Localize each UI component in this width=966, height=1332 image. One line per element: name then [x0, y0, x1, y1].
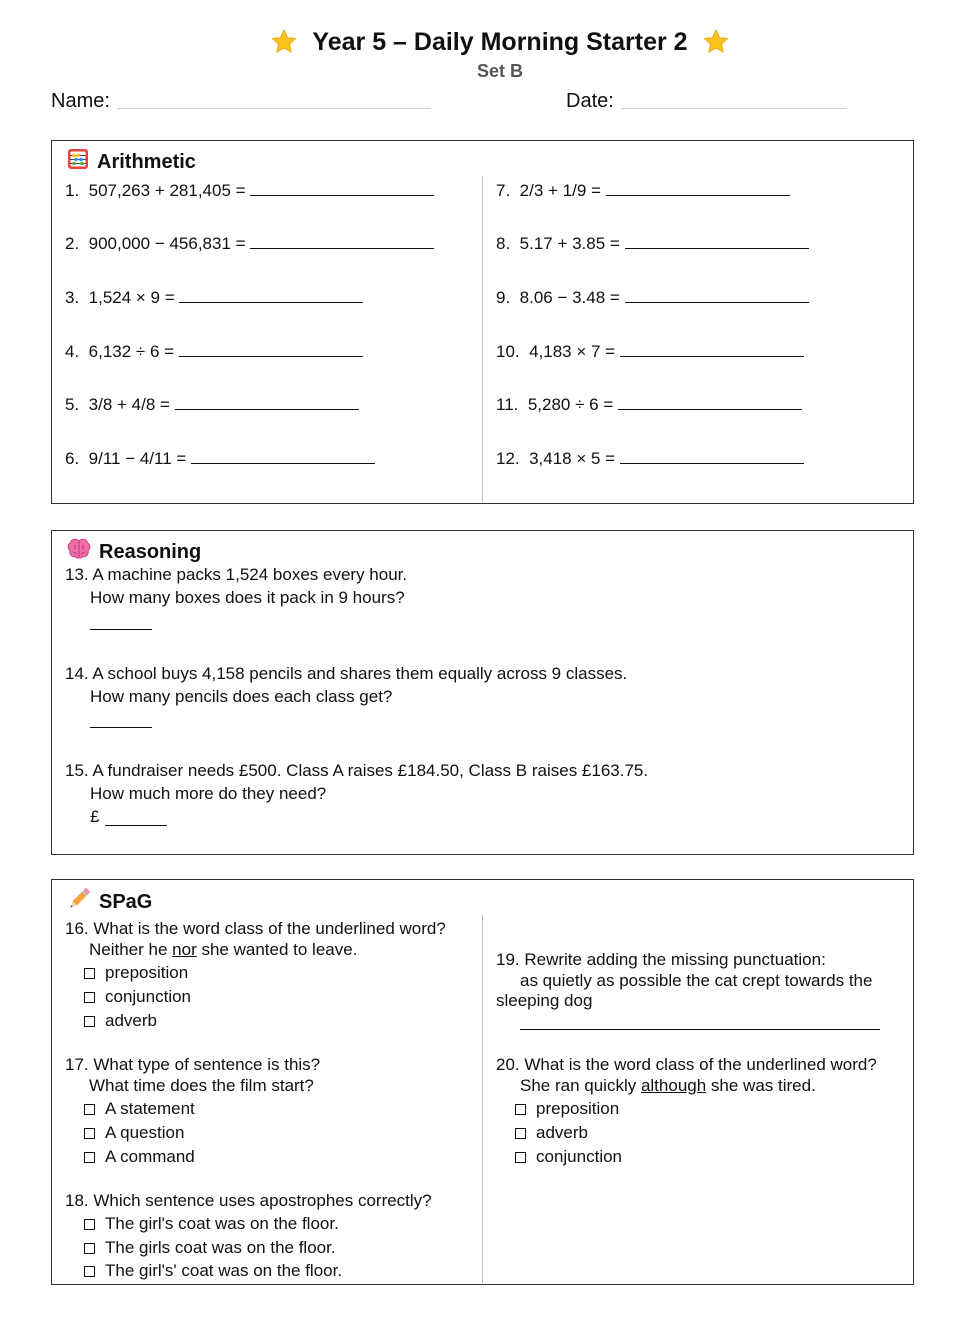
question-10: 10. 4,183 × 7 = [496, 342, 804, 362]
question-19-sentence: as quietly as possible the cat crept towards the [520, 971, 873, 990]
answer-field[interactable] [191, 449, 375, 464]
answer-field[interactable] [90, 629, 152, 630]
answer-field[interactable] [606, 181, 790, 196]
question-13-prompt: How many boxes does it pack in 9 hours? [90, 588, 405, 607]
checkbox[interactable] [515, 1152, 526, 1163]
question-17-sentence: What time does the film start? [89, 1076, 314, 1095]
option-checkbox[interactable]: A question [84, 1123, 184, 1143]
title-text: Year 5 – Daily Morning Starter 2 [312, 28, 688, 56]
answer-field[interactable] [105, 825, 167, 826]
option-checkbox[interactable]: The girl's coat was on the floor. [84, 1214, 339, 1234]
page-title [0, 28, 966, 60]
star-icon [271, 29, 297, 60]
option-checkbox[interactable]: preposition [515, 1099, 619, 1119]
question-20-sentence: She ran quickly although she was tired. [520, 1076, 816, 1095]
question-20: 20. What is the word class of the underlined word? [496, 1055, 877, 1074]
brain-icon [67, 538, 99, 566]
question-6: 6. 9/11 − 4/11 = [65, 449, 375, 469]
reasoning-heading [67, 538, 201, 566]
date-label: Date: [566, 90, 614, 112]
checkbox[interactable] [84, 1128, 95, 1139]
underlined-word: nor [172, 940, 197, 959]
spag-title: SPaG [99, 890, 153, 913]
reasoning-title: Reasoning [99, 540, 202, 563]
question-8: 8. 5.17 + 3.85 = [496, 234, 809, 254]
question-18: 18. Which sentence uses apostrophes correctly? [65, 1191, 432, 1210]
question-3: 3. 1,524 × 9 = [65, 288, 363, 308]
answer-field[interactable] [175, 395, 359, 410]
option-checkbox[interactable]: A statement [84, 1099, 195, 1119]
question-11: 11. 5,280 ÷ 6 = [496, 395, 802, 415]
question-9: 9. 8.06 − 3.48 = [496, 288, 809, 308]
option-checkbox[interactable]: conjunction [515, 1147, 622, 1167]
star-icon [703, 29, 729, 60]
option-checkbox[interactable]: adverb [515, 1123, 588, 1143]
answer-field[interactable] [620, 342, 804, 357]
question-16: 16. What is the word class of the underlined word? [65, 919, 446, 938]
checkbox[interactable] [515, 1128, 526, 1139]
answer-field[interactable] [250, 181, 434, 196]
checkbox[interactable] [84, 968, 95, 979]
checkbox[interactable] [84, 1219, 95, 1230]
question-19: 19. Rewrite adding the missing punctuation: [496, 950, 826, 969]
question-17: 17. What type of sentence is this? [65, 1055, 321, 1074]
name-label: Name: [51, 90, 110, 112]
answer-field[interactable] [179, 342, 363, 357]
question-2: 2. 900,000 − 456,831 = [65, 234, 434, 254]
question-14-prompt: How many pencils does each class get? [90, 687, 393, 706]
checkbox[interactable] [84, 1243, 95, 1254]
answer-field[interactable] [250, 234, 434, 249]
question-4: 4. 6,132 ÷ 6 = [65, 342, 363, 362]
question-7: 7. 2/3 + 1/9 = [496, 181, 790, 201]
underlined-word: although [640, 1076, 707, 1095]
option-checkbox[interactable]: The girls coat was on the floor. [84, 1238, 336, 1258]
option-checkbox[interactable]: preposition [84, 963, 188, 983]
question-16-sentence: Neither he nor she wanted to leave. [89, 940, 358, 959]
arithmetic-heading [67, 148, 196, 176]
answer-field[interactable] [520, 1029, 880, 1030]
abacus-icon [67, 148, 97, 176]
checkbox[interactable] [84, 992, 95, 1003]
question-1: 1. 507,263 + 281,405 = [65, 181, 434, 201]
question-15-prompt: How much more do they need? [90, 784, 327, 803]
checkbox[interactable] [515, 1104, 526, 1115]
option-checkbox[interactable]: The girl's' coat was on the floor. [84, 1261, 342, 1281]
pencil-icon [67, 887, 99, 917]
answer-field[interactable] [625, 288, 809, 303]
page-subtitle: Set B [476, 61, 523, 81]
arithmetic-title: Arithmetic [97, 150, 196, 173]
answer-field[interactable] [179, 288, 363, 303]
checkbox[interactable] [84, 1152, 95, 1163]
pound-sign: £ [90, 807, 100, 826]
question-15: 15. A fundraiser needs £500. Class A raises £184.50, Class B raises £163.75. [65, 761, 649, 780]
column-divider [482, 176, 483, 502]
answer-field[interactable] [620, 449, 804, 464]
name-field[interactable] [117, 108, 431, 109]
checkbox[interactable] [84, 1104, 95, 1115]
option-checkbox[interactable]: conjunction [84, 987, 191, 1007]
checkbox[interactable] [84, 1266, 95, 1277]
option-checkbox[interactable]: adverb [84, 1011, 157, 1031]
answer-field[interactable] [90, 727, 152, 728]
question-12: 12. 3,418 × 5 = [496, 449, 804, 469]
date-field[interactable] [621, 108, 846, 109]
question-13: 13. A machine packs 1,524 boxes every hour. [65, 565, 408, 584]
answer-field[interactable] [618, 395, 802, 410]
column-divider [482, 915, 483, 1283]
question-19-sentence-cont: sleeping dog [496, 991, 593, 1010]
spag-heading [67, 887, 152, 917]
answer-field[interactable] [625, 234, 809, 249]
question-5: 5. 3/8 + 4/8 = [65, 395, 359, 415]
option-checkbox[interactable]: A command [84, 1147, 195, 1167]
checkbox[interactable] [84, 1016, 95, 1027]
question-14: 14. A school buys 4,158 pencils and shares them equally across 9 classes. [65, 664, 628, 683]
